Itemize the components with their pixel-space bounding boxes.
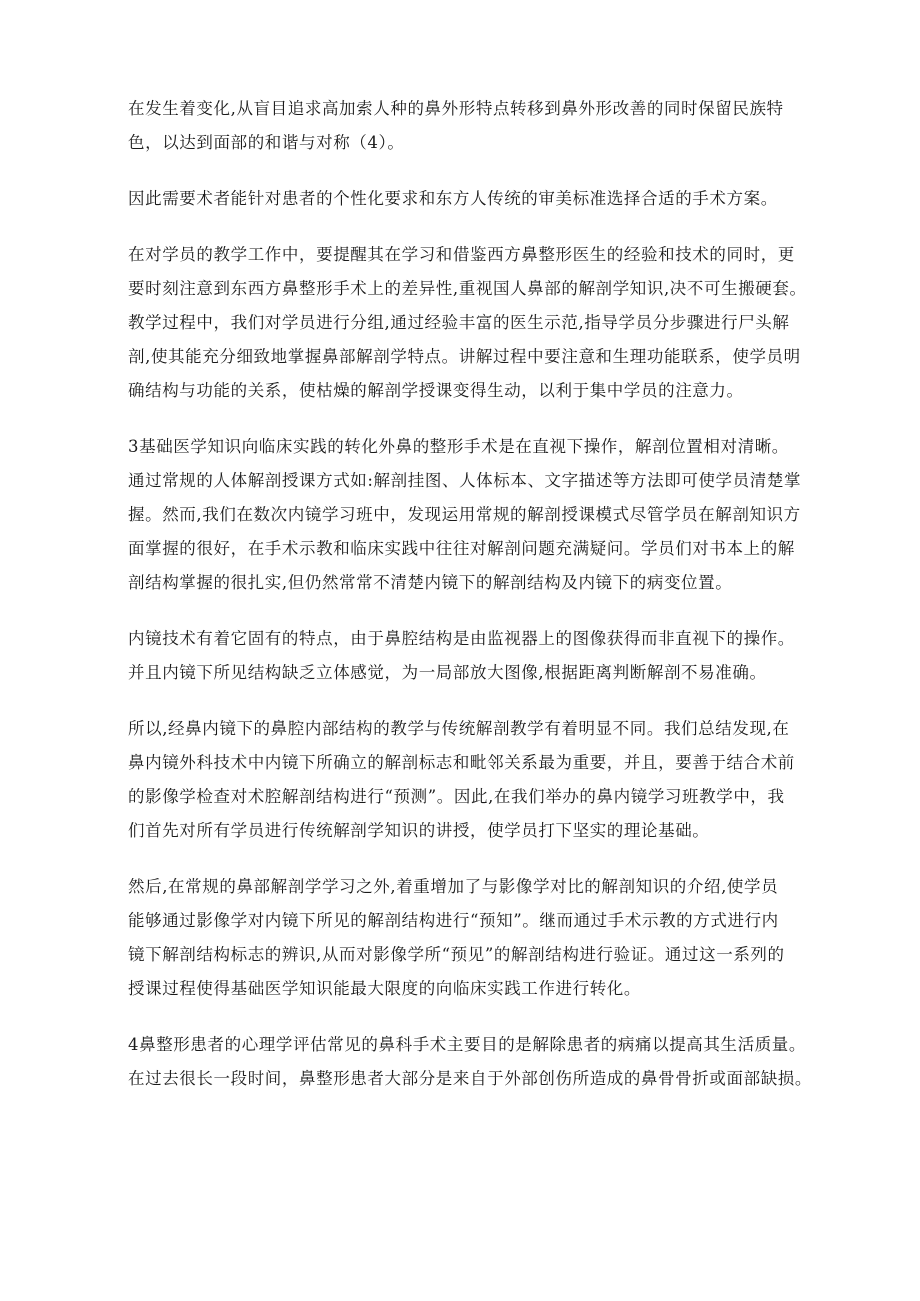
paragraph-4 [128,430,812,600]
text-line: 并且内镜下所见结构缺乏立体感觉，为一局部放大图像,根据距离判断解剖不易准确。 [128,663,767,682]
text-line: 能够通过影像学对内镜下所见的解剖结构进行“预知”。继而通过手术示教的方式进行内 [128,911,779,930]
text-line: 授课过程使得基础医学知识能最大限度的向临床实践工作进行转化。 [128,979,641,998]
text-line: 内镜技术有着它固有的特点，由于鼻腔结构是由监视器上的图像获得而非直视下的操作。 [128,629,795,648]
paragraph-7 [128,870,812,1006]
text-line: 的影像学检查对术腔解剖结构进行“预测”。因此,在我们举办的鼻内镜学习班教学中，我 [128,787,785,806]
text-line: 剖,使其能充分细致地掌握鼻部解剖学特点。讲解过程中要注意和生理功能联系，使学员明 [128,347,801,366]
paragraph-6 [128,712,812,848]
paragraph-2 [128,182,812,216]
text-line: 通过常规的人体解剖授课方式如:解剖挂图、人体标本、文字描述等方法即可使学员清楚掌 [128,471,802,490]
text-line: 3基础医学知识向临床实践的转化外鼻的整形手术是在直视下操作，解剖位置相对清晰。 [128,437,789,456]
text-line: 要时刻注意到东西方鼻整形手术上的差异性,重视国人鼻部的解剖学知识,决不可生搬硬套。 [128,279,807,298]
text-line: 面掌握的很好，在手术示教和临床实践中往往对解剖问题充满疑问。学员们对书本上的解 [128,539,795,558]
document-body [128,92,812,1118]
text-line: 色，以达到面部的和谐与对称（4）。 [128,133,405,152]
paragraph-3 [128,238,812,408]
paragraph-5 [128,622,812,690]
text-line: 们首先对所有学员进行传统解剖学知识的讲授，使学员打下坚实的理论基础。 [128,821,710,840]
text-line: 在发生着变化,从盲目追求高加索人种的鼻外形特点转移到鼻外形改善的同时保留民族特 [128,99,784,118]
text-line: 4鼻整形患者的心理学评估常见的鼻科手术主要目的是解除患者的病痛以提高其生活质量。 [128,1035,806,1054]
text-line: 因此需要术者能针对患者的个性化要求和东方人传统的审美标准选择合适的手术方案。 [128,189,778,208]
text-line: 鼻内镜外科技术中内镜下所确立的解剖标志和毗邻关系最为重要，并且，要善于结合术前 [128,753,795,772]
text-line: 在对学员的教学工作中，要提醒其在学习和借鉴西方鼻整形医生的经验和技术的同时，更 [128,245,795,264]
text-line: 确结构与功能的关系，使枯燥的解剖学授课变得生动，以利于集中学员的注意力。 [128,381,744,400]
text-line: 在过去很长一段时间，鼻整形患者大部分是来自于外部创伤所造成的鼻骨骨折或面部缺损。 [128,1069,812,1088]
text-line: 然后,在常规的鼻部解剖学学习之外,着重增加了与影像学对比的解剖知识的介绍,使学员 [128,877,779,896]
text-line: 教学过程中，我们对学员进行分组,通过经验丰富的医生示范,指导学员分步骤进行尸头解 [128,313,790,332]
paragraph-8 [128,1028,812,1096]
text-line: 剖结构掌握的很扎实,但仍然常常不清楚内镜下的解剖结构及内镜下的病变位置。 [128,573,733,592]
paragraph-1 [128,92,812,160]
text-line: 握。然而,我们在数次内镜学习班中，发现运用常规的解剖授课模式尽管学员在解剖知识方 [128,505,801,524]
text-line: 镜下解剖结构标志的辨识,从而对影像学所“预见”的解剖结构进行验证。通过这一系列的 [128,945,785,964]
text-line: 所以,经鼻内镜下的鼻腔内部结构的教学与传统解剖教学有着明显不同。我们总结发现,在 [128,719,790,738]
